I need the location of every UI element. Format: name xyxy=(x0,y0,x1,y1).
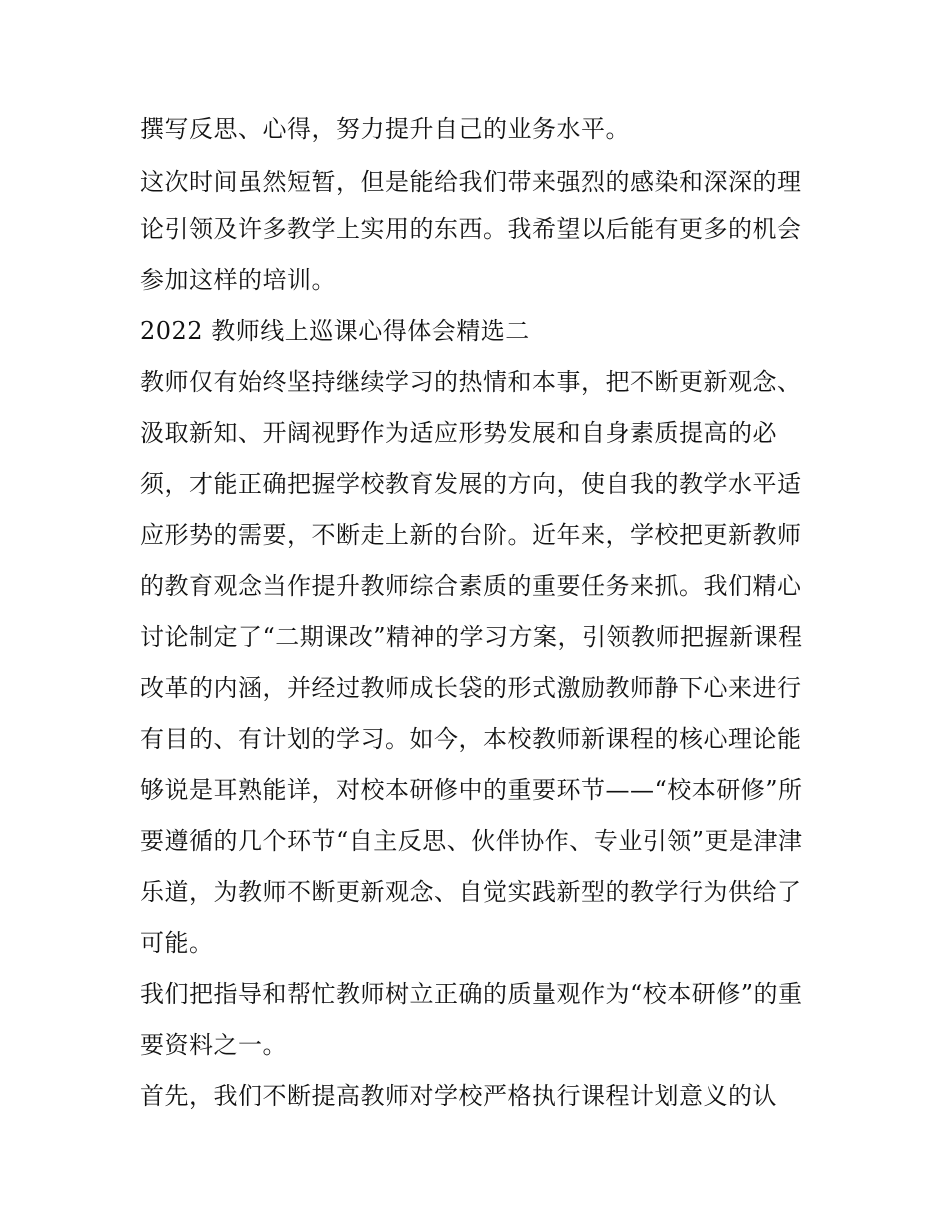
text-line: 乐道，为教师不断更新观念、自觉实践新型的教学行为供给了 xyxy=(140,878,802,906)
text-line: 汲取新知、开阔视野作为适应形势发展和自身素质提高的必 xyxy=(140,419,777,447)
text-line: 改革的内涵，并经过教师成长袋的形式激励教师静下心来进行 xyxy=(140,674,802,702)
text-line: 可能。 xyxy=(140,929,214,957)
section-heading: 2022 教师线上巡课心得体会精选二 xyxy=(140,317,530,345)
text-line: 参加这样的培训。 xyxy=(140,266,336,294)
text-line: 论引领及许多教学上实用的东西。我希望以后能有更多的机会 xyxy=(140,215,802,243)
text-line: 应形势的需要，不断走上新的台阶。近年来，学校把更新教师 xyxy=(140,521,802,549)
text-line: 我们把指导和帮忙教师树立正确的质量观作为“校本研修”的重 xyxy=(140,980,803,1008)
text-line: 这次时间虽然短暂，但是能给我们带来强烈的感染和深深的理 xyxy=(140,168,802,196)
text-line: 讨论制定了“二期课改”精神的学习方案，引领教师把握新课程 xyxy=(140,623,803,651)
text-line: 够说是耳熟能详，对校本研修中的重要环节——“校本研修”所 xyxy=(140,776,803,804)
text-line: 要遵循的几个环节“自主反思、伙伴协作、专业引领”更是津津 xyxy=(140,827,803,855)
text-line: 的教育观念当作提升教师综合素质的重要任务来抓。我们精心 xyxy=(140,572,802,600)
text-line: 有目的、有计划的学习。如今，本校教师新课程的核心理论能 xyxy=(140,725,802,753)
text-line: 须，才能正确把握学校教育发展的方向，使自我的教学水平适 xyxy=(140,470,802,498)
text-line: 教师仅有始终坚持继续学习的热情和本事，把不断更新观念、 xyxy=(140,368,802,396)
text-line: 要资料之一。 xyxy=(140,1031,287,1059)
text-line: 撰写反思、心得，努力提升自己的业务水平。 xyxy=(140,115,630,143)
text-line: 首先，我们不断提高教师对学校严格执行课程计划意义的认 xyxy=(140,1082,777,1110)
